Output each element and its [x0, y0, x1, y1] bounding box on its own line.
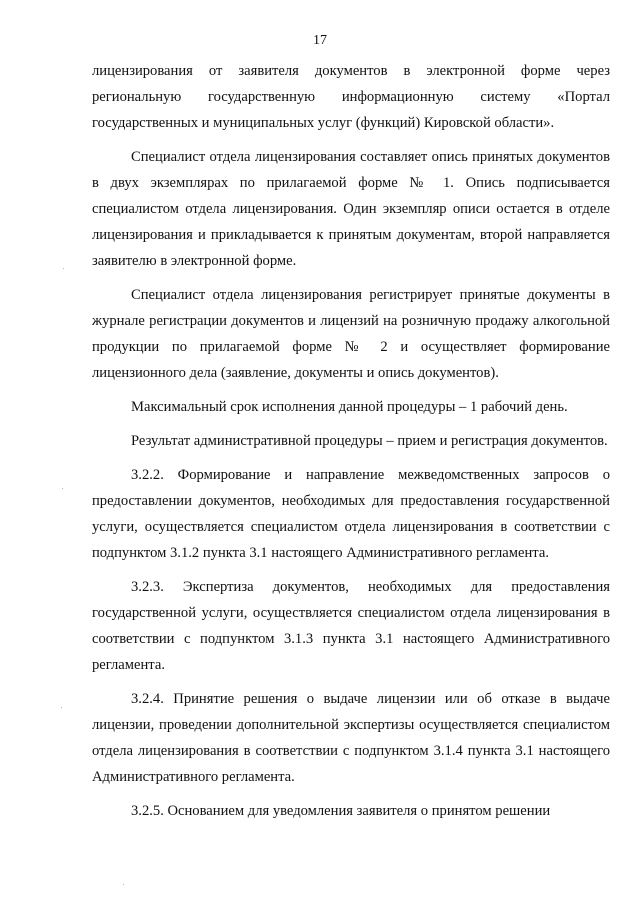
scan-speck — [62, 488, 63, 489]
paragraph-inventory: Специалист отдела лицензирования составляет опись принятых документов в двух экземплярах по прилагаемой форме № 1. Опись подписывается специалистом отдела лицензирования. Один экземпляр описи остается в отделе лицензирования и прикладывается к принятым документам, второй направляется заявителю в электронной форме. — [92, 149, 610, 269]
scan-speck — [61, 707, 62, 708]
scan-speck — [63, 268, 64, 269]
paragraph-continuation: лицензирования от заявителя документов в электронной форме через региональную государственную информационную систему «Портал государственных и муниципальных услуг (функций) Кировской области». — [92, 63, 610, 131]
paragraph-3-2-4: 3.2.4. Принятие решения о выдаче лицензии или об отказе в выдаче лицензии, проведении дополнительной экспертизы осуществляется специалистом отдела лицензирования в соответствии с подпунктом 3.1.4 пункта 3.1 настоящего Административного регламента. — [92, 691, 610, 785]
paragraph-result: Результат административной процедуры – прием и регистрация документов. — [131, 433, 608, 449]
paragraph-3-2-2: 3.2.2. Формирование и направление межведомственных запросов о предоставлении документов, необходимых для предоставления государственной услуги, осуществляется специалистом отдела лицензирования в соответствии с подпунктом 3.1.2 пункта 3.1 настоящего Административного регламента. — [92, 467, 610, 561]
scan-speck — [123, 884, 124, 885]
paragraph-3-2-3: 3.2.3. Экспертиза документов, необходимых для предоставления государственной услуги, осуществляется специалистом отдела лицензирования в соответствии с подпунктом 3.1.3 пункта 3.1 настоящего Административного регламента. — [92, 579, 610, 673]
page-body — [92, 58, 610, 832]
paragraph-3-2-5: 3.2.5. Основанием для уведомления заявителя о принятом решении — [131, 803, 551, 819]
page-number: 17 — [313, 33, 327, 48]
paragraph-registration: Специалист отдела лицензирования регистрирует принятые документы в журнале регистрации документов и лицензий на розничную продажу алкогольной продукции по прилагаемой форме № 2 и осуществляет формирование лицензионного дела (заявление, документы и опись документов). — [92, 287, 610, 381]
paragraph-max-duration: Максимальный срок исполнения данной процедуры – 1 рабочий день. — [131, 399, 568, 415]
